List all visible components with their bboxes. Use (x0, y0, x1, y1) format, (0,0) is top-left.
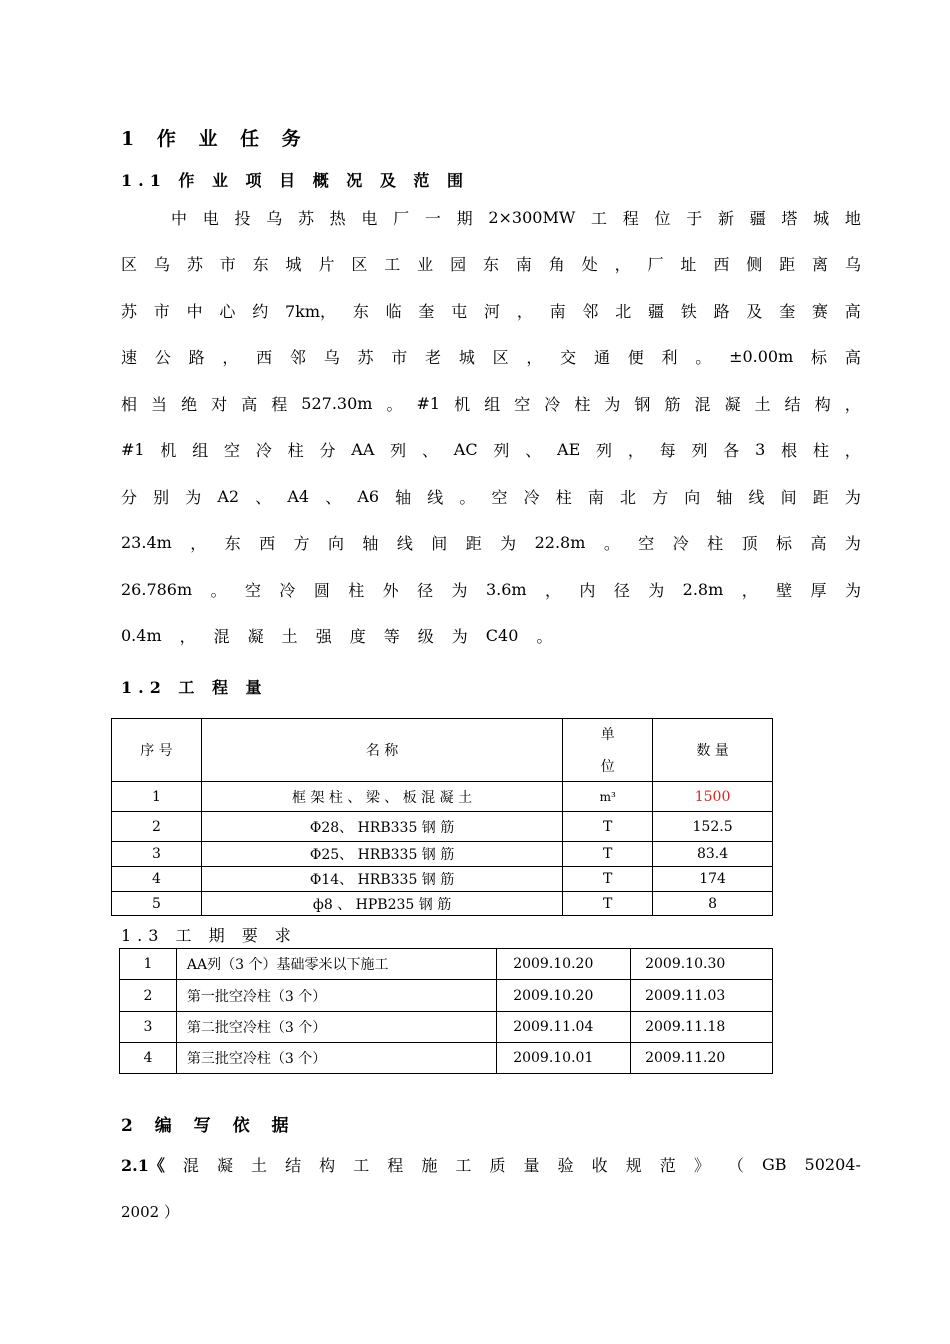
paragraph-token: 对 (211, 394, 228, 414)
paragraph-token: 邻 (582, 301, 599, 321)
paragraph-token: 苏 (357, 348, 374, 367)
reference-token: 工 (353, 1155, 370, 1175)
section-2-title: 2 编 写 依 据 (121, 1116, 297, 1136)
paragraph-token: 南 (515, 255, 532, 274)
table-row (120, 980, 773, 1012)
cell-unit: T (563, 842, 653, 867)
cell-name: Φ25、 HRB335 钢 筋 (201, 842, 562, 867)
paragraph-token: 冷 (672, 534, 689, 553)
paragraph-token: A4 (287, 486, 310, 506)
section-2-1-tokens (121, 1154, 861, 1174)
paragraph-token: ， (844, 441, 861, 460)
paragraph-token: 新 (717, 208, 734, 228)
paragraph-token: 程 (271, 394, 288, 414)
paragraph-token: 南 (587, 487, 604, 507)
paragraph-token: 厚 (810, 580, 827, 600)
paragraph-token: 为 (451, 627, 468, 646)
cell-unit: T (563, 812, 653, 842)
paragraph-token: 为 (604, 394, 621, 414)
paragraph-token: 向 (684, 487, 701, 507)
paragraph-token: 、 (525, 441, 542, 460)
cell-start: 2009.10.20 (497, 980, 631, 1012)
paragraph-token: #1 (416, 393, 441, 413)
paragraph-token: 、 (325, 487, 342, 507)
reference-token: （ (727, 1155, 744, 1175)
paragraph-token: 址 (680, 255, 697, 274)
paragraph-token: 路 (188, 348, 205, 367)
paragraph-token: 。 (459, 487, 476, 507)
paragraph-token: 冷 (544, 394, 561, 414)
paragraph-token: 圆 (313, 580, 330, 600)
paragraph-token: 为 (844, 580, 861, 600)
paragraph-token: 约 (252, 301, 269, 321)
table-row (112, 892, 773, 916)
cell-start: 2009.11.04 (497, 1012, 631, 1043)
paragraph-token: 工 (591, 208, 608, 228)
paragraph-token: 空 (491, 487, 508, 507)
paragraph-token: ， (844, 394, 861, 414)
header-unit: 单 位 (563, 719, 653, 782)
paragraph-token: 列 (493, 441, 510, 460)
paragraph-token: 期 (456, 208, 473, 228)
paragraph-token: 城 (285, 255, 302, 274)
paragraph-token: ， (222, 348, 239, 367)
reference-token: 施 (421, 1155, 438, 1175)
paragraph-token: 23.4m (121, 533, 172, 552)
table-row (120, 1012, 773, 1043)
reference-token: 结 (285, 1155, 302, 1175)
paragraph-token: 柱 (812, 441, 829, 460)
paragraph-token: 绝 (181, 394, 198, 414)
cell-unit: m³ (563, 782, 653, 812)
paragraph-token: 便 (627, 348, 644, 367)
paragraph-token: 机 (160, 441, 177, 460)
paragraph-token: 高 (844, 348, 861, 367)
paragraph-token: 3 (755, 440, 766, 459)
paragraph-token: 各 (723, 441, 740, 460)
paragraph-line (121, 300, 861, 320)
paragraph-token: 热 (329, 208, 346, 228)
paragraph-token: 线 (427, 487, 444, 507)
paragraph-token: 为 (648, 580, 665, 600)
paragraph-token: 方 (652, 487, 669, 507)
cell-qty: 152.5 (653, 812, 773, 842)
paragraph-token: 内 (579, 580, 596, 600)
paragraph-token: 列 (390, 441, 407, 460)
paragraph-line (121, 440, 861, 460)
paragraph-token: 当 (151, 394, 168, 414)
paragraph-token: 区 (121, 255, 138, 274)
header-name: 名 称 (201, 719, 562, 782)
paragraph-token: 土 (281, 627, 298, 646)
paragraph-token: 相 (121, 394, 138, 414)
table-row (120, 1043, 773, 1074)
paragraph-line (121, 626, 861, 646)
paragraph-token: 距 (779, 255, 796, 274)
paragraph-token: 西 (713, 255, 730, 274)
cell-no: 4 (112, 867, 202, 892)
paragraph-token: 疆 (749, 208, 766, 228)
paragraph-token: 等 (383, 627, 400, 646)
reference-token: 凝 (216, 1155, 233, 1175)
section-1-1-title: 1.1 作 业 项 目 概 况 及 范 围 (121, 171, 469, 190)
paragraph-token: 苏 (121, 301, 138, 321)
cell-qty: 1500 (653, 782, 773, 812)
paragraph-line (121, 393, 861, 413)
paragraph-token: 东 (352, 301, 369, 321)
paragraph-token: 柱 (555, 487, 572, 507)
cell-name: ф8 、 HPB235 钢 筋 (201, 892, 562, 916)
paragraph-token: 3.6m (485, 579, 527, 599)
paragraph-token: 凝 (724, 394, 741, 414)
paragraph-token: 22.8m (534, 533, 586, 552)
paragraph-token: 方 (293, 534, 310, 553)
paragraph-token: 为 (451, 580, 468, 600)
paragraph-token: 赛 (811, 301, 828, 321)
paragraph-token: 列 (596, 441, 613, 460)
paragraph-token: 高 (241, 394, 258, 414)
paragraph-token: 距 (465, 534, 482, 553)
paragraph-token: 空 (244, 580, 261, 600)
paragraph-token: A2 (217, 486, 240, 506)
paragraph-token: 空 (514, 394, 531, 414)
cell-end: 2009.11.03 (631, 980, 773, 1012)
reference-token: 验 (557, 1155, 574, 1175)
paragraph-token: 轴 (395, 487, 412, 507)
paragraph-token: 、 (421, 441, 438, 460)
paragraph-token: 组 (192, 441, 209, 460)
paragraph-token: 轴 (362, 534, 379, 553)
paragraph-token: 列 (691, 441, 708, 460)
paragraph-token: 南 (549, 301, 566, 321)
paragraph-token: ±0.00m (729, 347, 794, 366)
paragraph-token: 河 (484, 301, 501, 321)
paragraph-token: 乌 (844, 255, 861, 274)
paragraph-token: 城 (813, 208, 830, 228)
paragraph-token: 铁 (680, 301, 697, 321)
paragraph-token: 组 (484, 394, 501, 414)
paragraph-token: ， (741, 580, 758, 600)
paragraph-token: 厂 (393, 208, 410, 228)
reference-token: 范 (659, 1155, 676, 1175)
paragraph-token: 于 (686, 208, 703, 228)
cell-end: 2009.11.18 (631, 1012, 773, 1043)
paragraph-token: 机 (454, 394, 471, 414)
paragraph-token: 市 (153, 301, 170, 321)
paragraph-token: 间 (780, 487, 797, 507)
paragraph-token: 东 (482, 255, 499, 274)
paragraph-token: 利 (661, 348, 678, 367)
paragraph-token: 离 (812, 255, 829, 274)
paragraph-token: 7km， (284, 301, 337, 321)
reference-token: 工 (455, 1155, 472, 1175)
paragraph-token: 。 (210, 580, 227, 600)
cell-end: 2009.11.20 (631, 1043, 773, 1074)
paragraph-token: 土 (754, 394, 771, 414)
paragraph-token: 速 (121, 348, 138, 367)
paragraph-token: 中 (171, 208, 188, 228)
paragraph-token: 度 (349, 627, 366, 646)
paragraph-token: 东 (224, 534, 241, 553)
paragraph-line (121, 254, 861, 274)
paragraph-token: 园 (450, 255, 467, 274)
paragraph-token: 奎 (418, 301, 435, 321)
paragraph-token: 西 (259, 534, 276, 553)
paragraph-token: 距 (812, 487, 829, 507)
paragraph-token: 业 (417, 255, 434, 274)
paragraph-line (121, 579, 861, 599)
paragraph-token: 。 (603, 534, 620, 553)
paragraph-token: ， (526, 348, 543, 367)
paragraph-token: 奎 (779, 301, 796, 321)
paragraph-token: 冷 (279, 580, 296, 600)
paragraph-token: 屯 (451, 301, 468, 321)
paragraph-token: 苏 (297, 208, 314, 228)
paragraph-token: 凝 (247, 627, 264, 646)
paragraph-token: 处 (581, 255, 598, 274)
paragraph-token: 市 (219, 255, 236, 274)
paragraph-token: 为 (844, 487, 861, 507)
paragraph-token: 、 (255, 487, 272, 507)
reference-token: 程 (387, 1155, 404, 1175)
paragraph-token: 标 (811, 348, 828, 367)
cell-end: 2009.10.30 (631, 949, 773, 980)
cell-task: AA列（3 个）基础零米以下施工 (176, 949, 496, 980)
project-overview-paragraph (121, 207, 861, 672)
paragraph-token: ， (190, 534, 207, 553)
paragraph-token: 根 (781, 441, 798, 460)
paragraph-token: 高 (844, 301, 861, 321)
cell-name: Φ14、 HRB335 钢 筋 (201, 867, 562, 892)
paragraph-token: 级 (417, 627, 434, 646)
cell-no: 3 (112, 842, 202, 867)
paragraph-token: 东 (252, 255, 269, 274)
cell-no: 5 (112, 892, 202, 916)
paragraph-token: AA (351, 440, 375, 459)
paragraph-line (121, 533, 861, 553)
paragraph-token: 527.30m (301, 393, 373, 413)
paragraph-token: 冷 (255, 441, 272, 460)
paragraph-token: 别 (153, 487, 170, 507)
paragraph-token: 为 (500, 534, 517, 553)
paragraph-token: 径 (417, 580, 434, 600)
paragraph-token: 老 (425, 348, 442, 367)
paragraph-token: 26.786m (121, 579, 193, 599)
paragraph-token: 地 (844, 208, 861, 228)
cell-start: 2009.10.01 (497, 1043, 631, 1074)
section-1-3-title: 1.3 工 期 要 求 (121, 926, 297, 945)
cell-no: 2 (112, 812, 202, 842)
table-row (112, 782, 773, 812)
paragraph-token: 空 (224, 441, 241, 460)
paragraph-token: 混 (213, 627, 230, 646)
cell-qty: 174 (653, 867, 773, 892)
paragraph-token: 为 (844, 534, 861, 553)
paragraph-token: 投 (234, 208, 251, 228)
reference-token: 2.1《 (121, 1155, 165, 1175)
header-no: 序 号 (112, 719, 202, 782)
paragraph-token: 及 (746, 301, 763, 321)
paragraph-token: 柱 (287, 441, 304, 460)
paragraph-token: 径 (613, 580, 630, 600)
paragraph-token: 向 (327, 534, 344, 553)
paragraph-token: 线 (396, 534, 413, 553)
reference-token: 量 (523, 1155, 540, 1175)
table-row (120, 949, 773, 980)
reference-token: 混 (182, 1155, 199, 1175)
paragraph-token: ， (544, 580, 561, 600)
paragraph-token: C40 (485, 626, 519, 645)
schedule-table (119, 948, 773, 1074)
reference-token: GB (761, 1154, 787, 1174)
paragraph-token: 2.8m (682, 579, 724, 599)
cell-qty: 83.4 (653, 842, 773, 867)
table-row (112, 867, 773, 892)
reference-token: 构 (319, 1155, 336, 1175)
paragraph-token: ， (627, 441, 644, 460)
paragraph-token: 分 (319, 441, 336, 460)
paragraph-token: 外 (382, 580, 399, 600)
paragraph-token: 标 (776, 534, 793, 553)
paragraph-token: 高 (810, 534, 827, 553)
paragraph-token: 线 (748, 487, 765, 507)
cell-no: 4 (120, 1043, 177, 1074)
reference-token: 收 (591, 1155, 608, 1175)
cell-start: 2009.10.20 (497, 949, 631, 980)
section-2-1-line (121, 1154, 861, 1201)
reference-token: 规 (625, 1155, 642, 1175)
cell-qty: 8 (653, 892, 773, 916)
paragraph-token: 空 (638, 534, 655, 553)
paragraph-token: 结 (784, 394, 801, 414)
paragraph-token: 强 (315, 627, 332, 646)
cell-name: 框 架 柱 、 梁 、 板 混 凝 土 (201, 782, 562, 812)
paragraph-token: 中 (186, 301, 203, 321)
paragraph-token: 。 (536, 627, 553, 646)
paragraph-token: 电 (361, 208, 378, 228)
reference-token: 》 (693, 1155, 710, 1175)
paragraph-token: 钢 (634, 394, 651, 414)
paragraph-token: 柱 (348, 580, 365, 600)
paragraph-line (121, 486, 861, 506)
paragraph-token: 2×300MW (488, 207, 576, 227)
paragraph-token: 心 (219, 301, 236, 321)
paragraph-token: 电 (202, 208, 219, 228)
paragraph-token: 位 (654, 208, 671, 228)
paragraph-line (121, 207, 861, 227)
cell-unit: T (563, 892, 653, 916)
paragraph-token: 程 (622, 208, 639, 228)
paragraph-token: 柱 (707, 534, 724, 553)
paragraph-token: #1 (121, 440, 145, 459)
cell-task: 第一批空冷柱（3 个） (176, 980, 496, 1012)
paragraph-token: 0.4m (121, 626, 162, 645)
paragraph-token: 间 (431, 534, 448, 553)
reference-token: 50204- (804, 1154, 861, 1174)
paragraph-token: 壁 (776, 580, 793, 600)
paragraph-token: 城 (458, 348, 475, 367)
paragraph-token: 顶 (741, 534, 758, 553)
cell-no: 1 (120, 949, 177, 980)
paragraph-token: 市 (391, 348, 408, 367)
table-row (112, 812, 773, 842)
paragraph-token: 疆 (648, 301, 665, 321)
paragraph-token: 柱 (574, 394, 591, 414)
section-2-1-line-2: 2002 ） (121, 1203, 179, 1221)
paragraph-token: 公 (154, 348, 171, 367)
paragraph-token: 乌 (266, 208, 283, 228)
paragraph-token: 轴 (716, 487, 733, 507)
paragraph-token: 分 (121, 487, 138, 507)
reference-token: 土 (251, 1155, 268, 1175)
reference-token: 质 (489, 1155, 506, 1175)
paragraph-token: 为 (185, 487, 202, 507)
paragraph-token: 乌 (323, 348, 340, 367)
paragraph-token: 西 (256, 348, 273, 367)
paragraph-token: 塔 (781, 208, 798, 228)
paragraph-token: 一 (424, 208, 441, 228)
paragraph-token: 角 (548, 255, 565, 274)
paragraph-token: 交 (560, 348, 577, 367)
cell-no: 2 (120, 980, 177, 1012)
header-qty: 数 量 (653, 719, 773, 782)
quantity-table (111, 718, 773, 916)
paragraph-token: 筋 (664, 394, 681, 414)
paragraph-token: 冷 (523, 487, 540, 507)
paragraph-token: 北 (615, 301, 632, 321)
paragraph-token: ， (179, 627, 196, 646)
paragraph-token: AE (557, 440, 581, 459)
section-1-title: 1 作 业 任 务 (121, 128, 309, 150)
paragraph-token: 每 (659, 441, 676, 460)
paragraph-token: 片 (318, 255, 335, 274)
cell-unit: T (563, 867, 653, 892)
paragraph-token: 混 (694, 394, 711, 414)
paragraph-token: 。 (695, 348, 712, 367)
paragraph-token: 乌 (153, 255, 170, 274)
paragraph-line (121, 347, 861, 367)
paragraph-token: ， (614, 255, 631, 274)
paragraph-token: 邻 (289, 348, 306, 367)
paragraph-token: 临 (385, 301, 402, 321)
paragraph-token: 侧 (746, 255, 763, 274)
cell-no: 1 (112, 782, 202, 812)
paragraph-token: 。 (386, 394, 403, 414)
paragraph-token: 区 (351, 255, 368, 274)
paragraph-token: ， (516, 301, 533, 321)
paragraph-token: 区 (492, 348, 509, 367)
table-row (112, 842, 773, 867)
cell-task: 第二批空冷柱（3 个） (176, 1012, 496, 1043)
cell-no: 3 (120, 1012, 177, 1043)
paragraph-token: A6 (357, 486, 380, 506)
paragraph-token: 路 (713, 301, 730, 321)
paragraph-token: 工 (384, 255, 401, 274)
cell-task: 第三批空冷柱（3 个） (176, 1043, 496, 1074)
section-1-2-title: 1.2 工 程 量 (121, 678, 268, 697)
paragraph-token: 厂 (647, 255, 664, 274)
paragraph-token: 苏 (186, 255, 203, 274)
cell-name: Φ28、 HRB335 钢 筋 (201, 812, 562, 842)
paragraph-token: 构 (814, 394, 831, 414)
paragraph-token: 北 (620, 487, 637, 507)
paragraph-token: AC (453, 440, 478, 459)
paragraph-token: 通 (593, 348, 610, 367)
